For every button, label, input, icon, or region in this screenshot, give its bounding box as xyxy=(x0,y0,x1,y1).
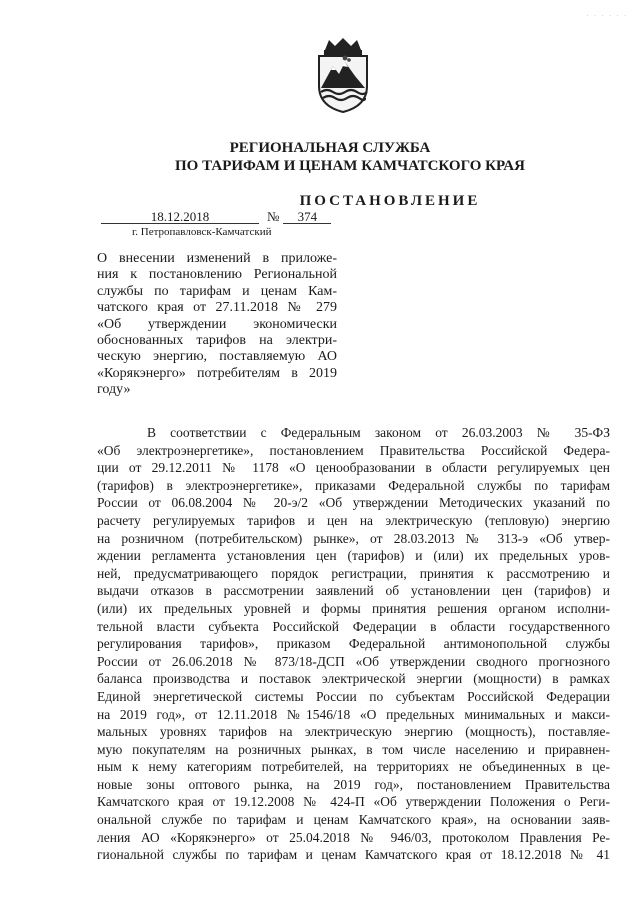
subject-line: службы по тарифам и ценам Кам- xyxy=(97,283,337,299)
subject-line: ческую энергию, поставляемую АО xyxy=(97,349,337,365)
body-line: «Об электроэнергетике», постановлением Правительства Российской Федера- xyxy=(97,442,610,458)
date-number-line xyxy=(101,209,331,225)
document-type-title: ПОСТАНОВЛЕНИЕ xyxy=(299,193,481,209)
body-line: на розничном (потребительском) рынке», от 28.03.2013 № 313-э «Об утвер- xyxy=(97,530,610,546)
body-line: регулирования тарифов», приказом Федеральной антимонопольной службы xyxy=(97,636,610,652)
body-line: тельной власти субъекта Российской Федерации в области государственного xyxy=(97,618,610,634)
body-line: новые зоны оптового рынка, на 2019 год», постановлением Правительства xyxy=(97,776,610,792)
subject-line: О внесении изменений в приложе- xyxy=(97,251,337,266)
body-line: на 2019 год», от 12.11.2018 №1546/18 «О предельных минимальных и макси- xyxy=(97,706,610,722)
body-line: (тарифов) в электроэнергетике», приказами Федеральной службы по тарифам xyxy=(97,477,610,493)
subject-line: «Об утверждении экономически xyxy=(97,316,337,332)
body-line: ональной службе по тарифам и ценам Камчатского края», на основании заяв- xyxy=(97,812,610,828)
body-line: России от 26.06.2018 № 873/18-ДСП «Об утверждении сводного прогнозного xyxy=(97,653,610,669)
subject-line: «Корякэнерго» потребителям в 2019 xyxy=(97,365,337,381)
body-line: В соответствии с Федеральным законом от 26.03.2003 № 35-ФЗ xyxy=(147,425,610,440)
body-line: ней, предусматривающего порядок регистрации, принятия к рассмотрению и xyxy=(97,565,610,581)
subject-line: ния к постановлению Региональной xyxy=(97,267,337,283)
body-line: ции от 29.12.2011 № 1178 «О ценообразовании в области регулируемых цен xyxy=(97,460,610,476)
body-line: мую покупателям на розничных рынках, в том числе населению и приравнен- xyxy=(97,741,610,757)
document-number: 374 xyxy=(283,210,331,224)
body-line: расчету регулируемых тарифов и цен на электрическую (тепловую) энергию xyxy=(97,512,610,528)
body-line: России от 06.08.2004 № 20-э/2 «Об утверждении Методических указаний по xyxy=(97,495,610,511)
body-line: ления АО «Корякэнерго» от 25.04.2018 № 946/03, протоколом Правления Ре- xyxy=(97,829,610,845)
scan-mark: . . . . . . xyxy=(586,10,628,18)
document-date: 18.12.2018 xyxy=(101,210,259,224)
body-line: баланса производства и поставок электрической энергии (мощности) в рамках xyxy=(97,671,610,687)
org-name-line1: РЕГИОНАЛЬНАЯ СЛУЖБА xyxy=(229,140,431,156)
document-subject xyxy=(97,251,337,399)
document-body xyxy=(97,424,610,864)
body-line: Единой энергетической системы России по субъектам Российской Федерации xyxy=(97,688,610,704)
body-line: мальных уровнях тарифов на электрическую энергию (мощность), поставляе- xyxy=(97,724,610,740)
issue-city: г. Петропавловск-Камчатский xyxy=(132,226,272,238)
body-line: (или) их предельных уровней и формы принятия решения органом исполни- xyxy=(97,600,610,616)
subject-line: чатского края от 27.11.2018 № 279 xyxy=(97,300,337,316)
org-name-line2: ПО ТАРИФАМ И ЦЕНАМ КАМЧАТСКОГО КРАЯ xyxy=(175,158,525,174)
body-line: ным к нему категориям потребителей, на территориях не объединенных в це- xyxy=(97,759,610,775)
subject-line: обоснованных тарифов на электри- xyxy=(97,333,337,349)
body-line: гиональной службы по тарифам и ценам Камчатского края от 18.12.2018 № 41 xyxy=(97,847,610,863)
body-line: ждении регламента установления цен (тарифов) и (или) их предельных уров- xyxy=(97,548,610,564)
subject-line: году» xyxy=(97,382,131,398)
body-line: Камчатского края от 19.12.2008 № 424-П «Об утверждении Положения о Реги- xyxy=(97,794,610,810)
number-label: № xyxy=(267,209,280,224)
kamchatka-emblem-icon xyxy=(311,36,375,114)
body-line: выдачи отказов в рассмотрении заявлений об установлении цен (тарифов) и xyxy=(97,583,610,599)
